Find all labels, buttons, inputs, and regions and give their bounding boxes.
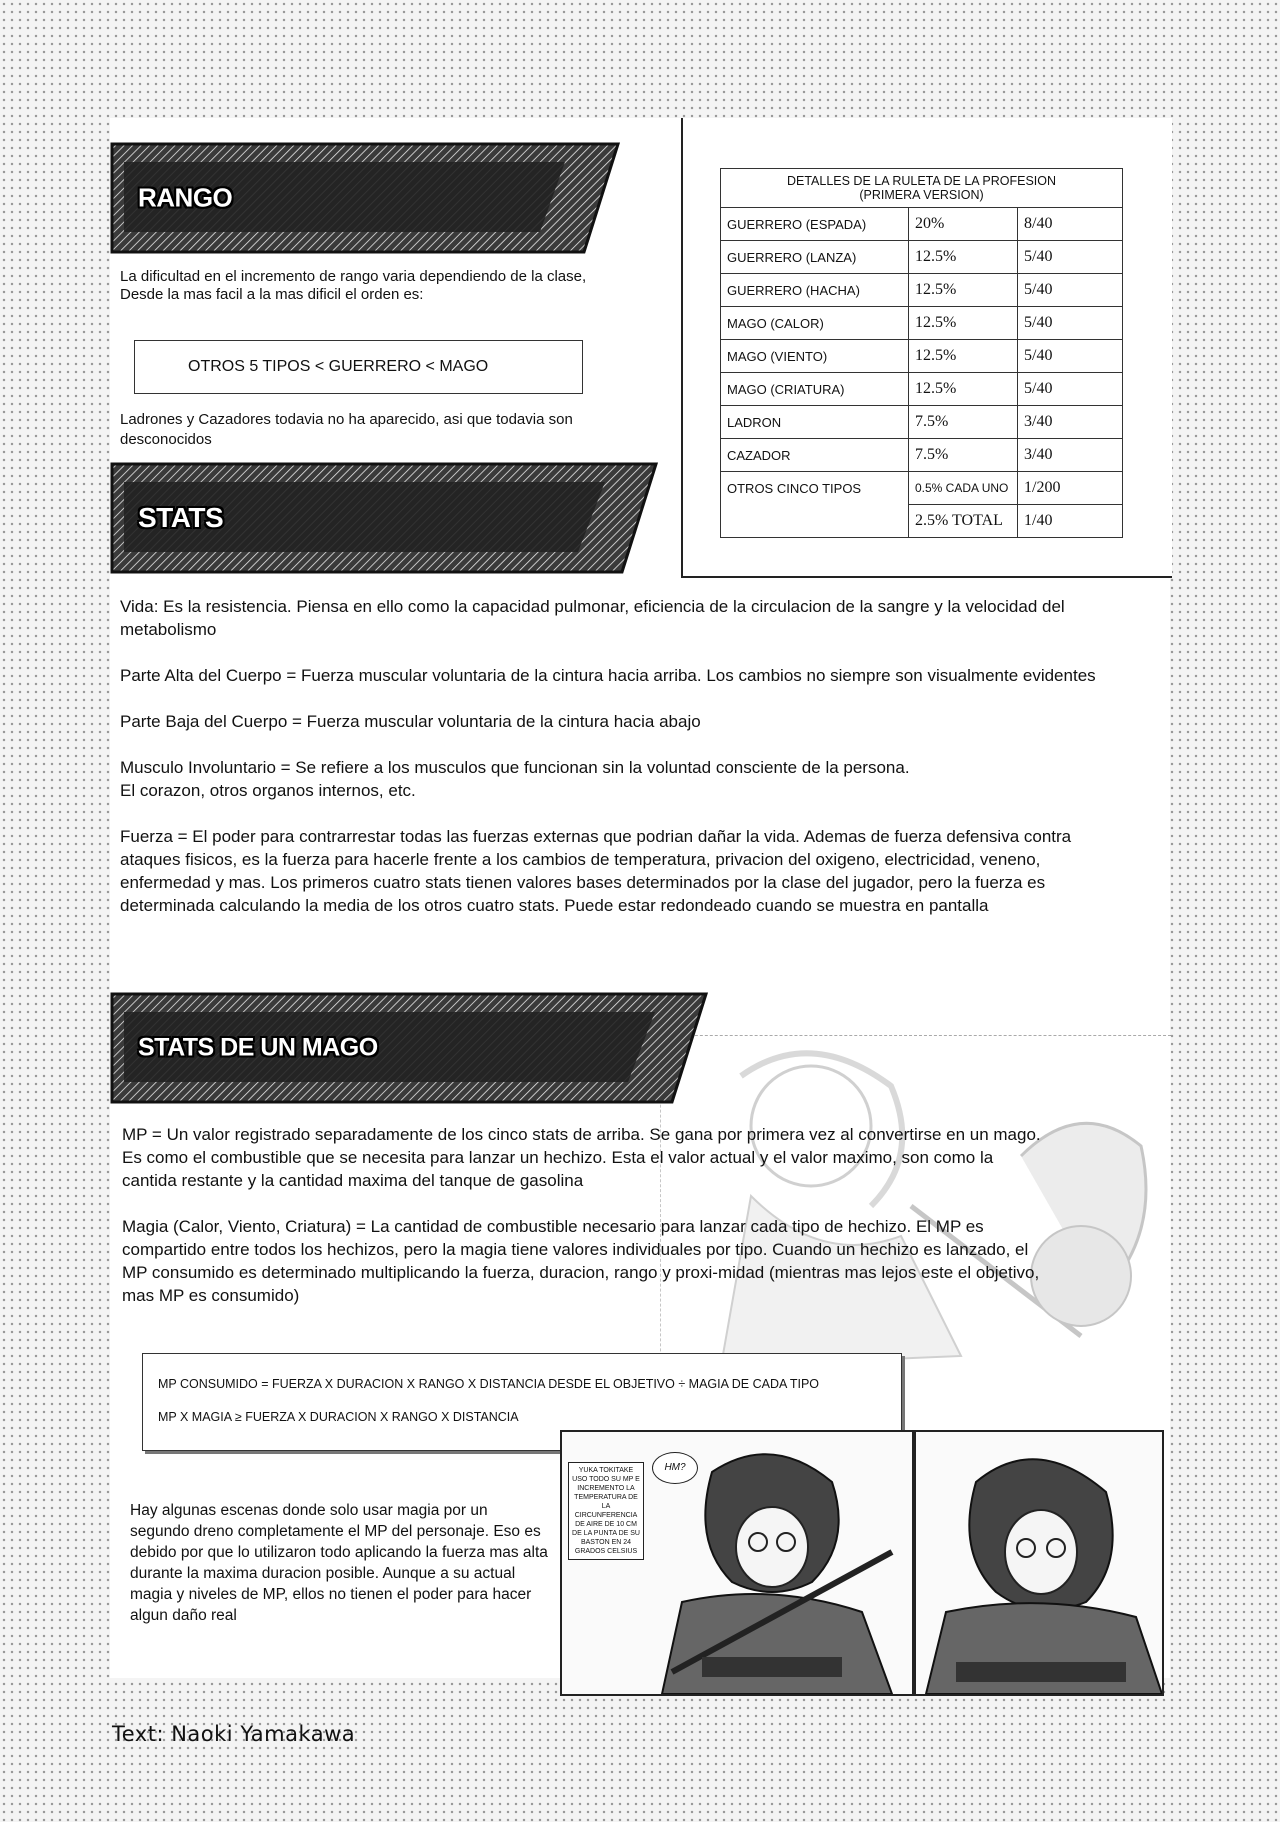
manga-caption: YUKA TOKITAKE USO TODO SU MP E INCREMENTO LA TEMPERATURA DE LA CIRCUNFERENCIA DE AIRE DE 10 CM DE LA PUNTA DE SU BASTON EN 24 GRADOS CELSIUS — [568, 1462, 644, 1560]
section-title: RANGO — [138, 182, 233, 213]
manga-panel-left — [560, 1430, 914, 1696]
stat-parte-baja: Parte Baja del Cuerpo = Fuerza muscular voluntaria de la cintura hacia abajo — [120, 712, 701, 731]
profession-name — [721, 472, 909, 538]
stat-musculo-involuntario: Musculo Involuntario = Se refiere a los musculos que funcionan sin la voluntad consciente de la persona. — [120, 758, 910, 777]
profession-percent: 7.5% — [909, 406, 1018, 439]
profession-fraction: 5/40 — [1018, 274, 1123, 307]
section-header-stats — [110, 462, 660, 574]
profession-name: MAGO (CALOR) — [721, 307, 909, 340]
profession-fraction: 5/40 — [1018, 340, 1123, 373]
profession-fraction: 3/40 — [1018, 406, 1123, 439]
profession-fraction: 1/200 — [1018, 472, 1123, 505]
table-row — [721, 307, 1123, 340]
credit-text: Text: Naoki Yamakawa — [112, 1722, 356, 1746]
order-box-text: OTROS 5 TIPOS < GUERRERO < MAGO — [188, 358, 489, 375]
rango-note: Ladrones y Cazadores todavia no ha aparecido, asi que todavia son desconocidos — [120, 411, 573, 448]
formula-mp-magia: MP X MAGIA ≥ FUERZA X DURACION X RANGO X DISTANCIA — [158, 1410, 519, 1424]
profession-percent: 12.5% — [909, 373, 1018, 406]
profession-fraction: 1/40 — [1018, 505, 1123, 538]
manga-panel-right — [914, 1430, 1164, 1696]
mago-mp: MP = Un valor registrado separadamente de los cinco stats de arriba. Se gana por primera vez al convertirse en un mago. Es como el combustible que se necesita para lanzar un hechizo. Esta el valor actual y el valor maximo, son como la cantida restante y la cantidad maxima del tanque de gasolina — [122, 1125, 1041, 1190]
profession-percent: 0.5% CADA UNO — [909, 472, 1018, 505]
profession-name: MAGO (VIENTO) — [721, 340, 909, 373]
profession-name: MAGO (CRIATURA) — [721, 373, 909, 406]
section-header-stats-de-un-mago — [110, 992, 710, 1104]
profession-percent: 7.5% — [909, 439, 1018, 472]
table-row — [721, 340, 1123, 373]
table-row — [721, 274, 1123, 307]
caption-line1: DETALLES DE LA RULETA DE LA PROFESION — [786, 174, 1057, 188]
profession-percent: 12.5% — [909, 307, 1018, 340]
rango-intro-line2: Desde la mas facil a la mas dificil el orden es: — [120, 286, 424, 303]
profession-name: GUERRERO (LANZA) — [721, 241, 909, 274]
formula-mp-consumido: MP CONSUMIDO = FUERZA X DURACION X RANGO X DISTANCIA DESDE EL OBJETIVO ÷ MAGIA DE CADA TIPO — [158, 1377, 820, 1391]
stat-fuerza: Fuerza = El poder para contrarrestar todas las fuerzas externas que podrian dañar la vida. Ademas de fuerza defensiva contra ataques fisicos, es la fuerza para hacerle frente a los cambios de temperatura, privacion del oxigeno, electricidad, veneno, enfermedad y mas. Los primeros cuatro stats tienen valores bases determinados por la clase del jugador, pero la fuerza es determinada calculando la media de los otros cuatro stats. Puede estar redondeado cuando se muestra en pantalla — [120, 827, 1072, 915]
stat-vida: Vida: Es la resistencia. Piensa en ello como la capacidad pulmonar, eficiencia de la circulacion de la sangre y la velocidad del metabolismo — [120, 597, 1065, 639]
profession-fraction: 5/40 — [1018, 373, 1123, 406]
profession-fraction: 5/40 — [1018, 241, 1123, 274]
profession-fraction: 5/40 — [1018, 307, 1123, 340]
section-title: STATS DE UN MAGO — [138, 1033, 378, 1062]
stat-parte-alta: Parte Alta del Cuerpo = Fuerza muscular voluntaria de la cintura hacia arriba. Los cambios no siempre son visualmente evidentes — [120, 666, 1096, 685]
others-name: OTROS CINCO TIPOS — [727, 481, 862, 496]
order-box — [134, 340, 583, 394]
profession-name: LADRON — [721, 406, 909, 439]
mago-body — [122, 1123, 1047, 1330]
profession-name: CAZADOR — [721, 439, 909, 472]
profession-table — [720, 168, 1123, 538]
profession-percent: 12.5% — [909, 340, 1018, 373]
mago-magia: Magia (Calor, Viento, Criatura) = La cantidad de combustible necesario para lanzar cada tipo de hechizo. El MP es compartido entre todos los hechizos, pero la magia tiene valores individuales por tipo. Cuando un hechizo es lanzado, el MP consumido es determinado multiplicando la fuerza, duracion, rango y proxi-midad (mientras mas lejos este el objetivo, mas MP es consumido) — [122, 1217, 1040, 1305]
speech-bubble-text: HM? — [664, 1462, 686, 1473]
table-row-others — [721, 472, 1123, 505]
mago-closing: Hay algunas escenas donde solo usar magia por un segundo dreno completamente el MP del personaje. Eso es debido por que lo utilizaron todo aplicando la fuerza mas alta durante la maxima duracion posible. Aunque a su actual magia y niveles de MP, ellos no tienen el poder para hacer algun daño real — [130, 1502, 548, 1624]
profession-percent: 12.5% — [909, 241, 1018, 274]
table-row — [721, 406, 1123, 439]
profession-fraction: 8/40 — [1018, 208, 1123, 241]
profession-percent: 12.5% — [909, 274, 1018, 307]
character-drawing — [916, 1432, 1162, 1694]
table-row — [721, 241, 1123, 274]
profession-name: GUERRERO (HACHA) — [721, 274, 909, 307]
table-caption-row — [721, 169, 1123, 208]
profession-percent: 20% — [909, 208, 1018, 241]
section-header-rango — [110, 142, 620, 254]
section-title: STATS — [138, 502, 224, 533]
stats-body — [120, 595, 1130, 940]
profession-fraction: 3/40 — [1018, 439, 1123, 472]
stat-musculo-involuntario-note: El corazon, otros organos internos, etc. — [120, 781, 416, 800]
table-row — [721, 373, 1123, 406]
profession-percent: 2.5% TOTAL — [909, 505, 1018, 538]
caption-line2: (PRIMERA VERSION) — [859, 188, 984, 202]
rango-intro-line1: La dificultad en el incremento de rango varia dependiendo de la clase, — [120, 268, 587, 285]
rango-intro — [120, 268, 620, 304]
table-row — [721, 208, 1123, 241]
speech-bubble — [652, 1452, 698, 1484]
table-caption — [721, 169, 1123, 208]
profession-name: GUERRERO (ESPADA) — [721, 208, 909, 241]
table-row — [721, 439, 1123, 472]
